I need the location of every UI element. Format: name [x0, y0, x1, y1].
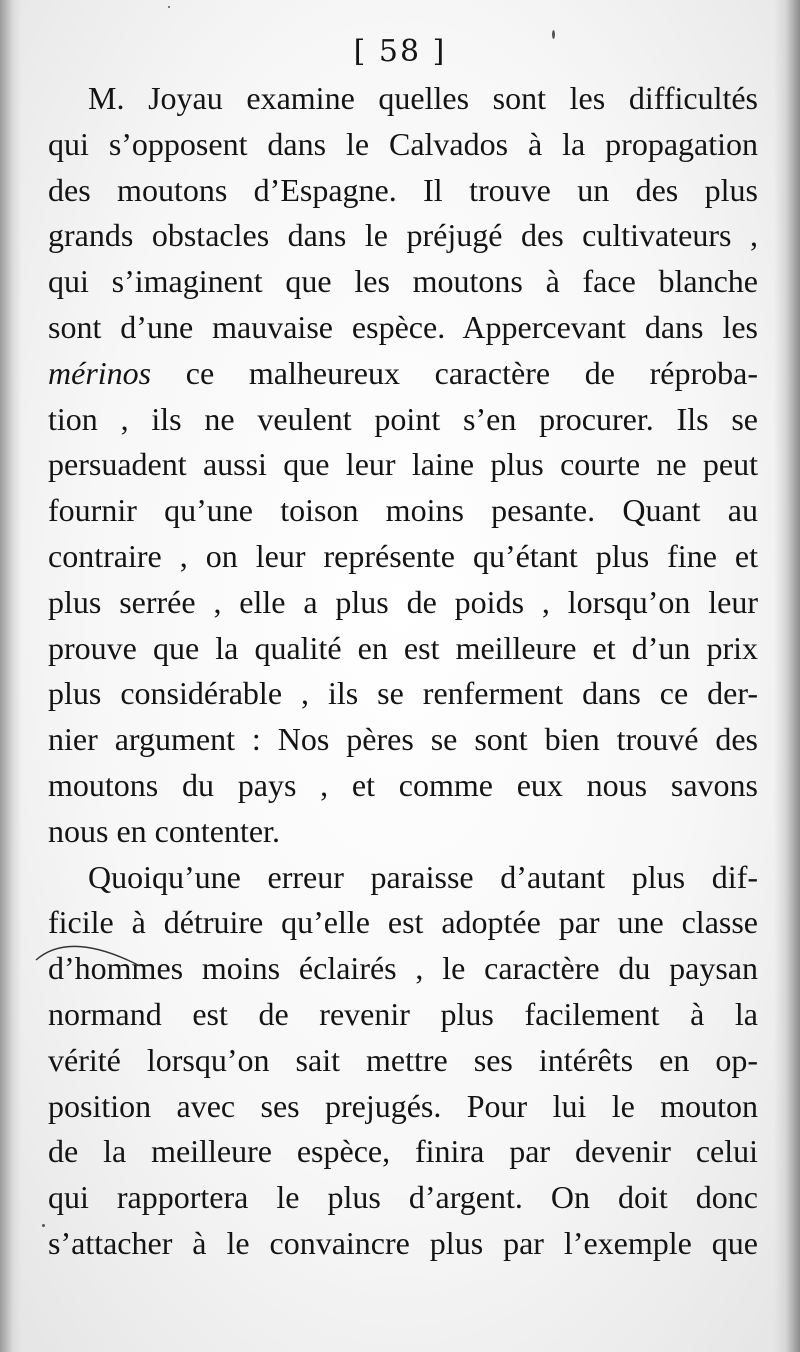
text-line: plus serrée , elle a plus de poids , lorsqu’on leur — [48, 583, 758, 620]
text-line: Quoiqu’une erreur paraisse d’autant plus dif- — [88, 858, 758, 895]
paragraph-2 — [48, 855, 758, 1267]
text-line: normand est de revenir plus facilement à la — [48, 995, 758, 1032]
ink-speck — [42, 1224, 45, 1227]
text-line: plus considérable , ils se renferment dans ce der- — [48, 675, 758, 712]
italic-word: mérinos — [48, 354, 152, 391]
text-line: fournir qu’une toison moins pesante. Quant au — [48, 492, 758, 529]
text-line: qui s’imaginent que les moutons à face blanche — [48, 263, 758, 300]
text-line: vérité lorsqu’on sait mettre ses intérêts en op- — [48, 1041, 758, 1078]
text-line: d’hommes moins éclairés , le caractère du paysan — [48, 950, 758, 987]
text-line: moutons du pays , et comme eux nous savons — [48, 766, 758, 803]
text-line: prouve que la qualité en est meilleure et d’un prix — [48, 629, 758, 666]
ink-speck — [552, 30, 555, 39]
paragraph-1 — [48, 76, 758, 855]
text-line: M. Joyau examine quelles sont les difficultés — [88, 80, 758, 116]
text-line-rest: ce malheureux caractère de réproba- — [185, 354, 758, 391]
text-line: s’attacher à le convaincre plus par l’exemple que — [48, 1224, 758, 1261]
text-line: nier argument : Nos pères se sont bien trouvé des — [48, 721, 758, 758]
text-line — [48, 351, 758, 397]
text-line: tion , ils ne veulent point s’en procurer. Ils se — [48, 400, 758, 437]
text-line: contraire , on leur représente qu’étant plus fine et — [48, 537, 758, 574]
page-number: [ 58 ] — [353, 34, 447, 69]
ink-speck — [168, 6, 170, 8]
text-line: qui rapportera le plus d’argent. On doit donc — [48, 1179, 758, 1216]
text-line: sont d’une mauvaise espèce. Appercevant dans les — [48, 308, 758, 345]
body-text — [48, 76, 758, 1267]
text-line: qui s’opposent dans le Calvados à la propagation — [48, 125, 758, 162]
text-line: position avec ses prejugés. Pour lui le mouton — [48, 1087, 758, 1124]
text-line: des moutons d’Espagne. Il trouve un des plus — [48, 171, 758, 208]
text-line: ficile à détruire qu’elle est adoptée par une classe — [48, 904, 758, 941]
page-left-edge-shadow — [0, 0, 22, 1352]
text-line: de la meilleure espèce, finira par devenir celui — [48, 1133, 758, 1170]
text-line: grands obstacles dans le préjugé des cultivateurs , — [48, 217, 758, 254]
text-line: persuadent aussi que leur laine plus courte ne peut — [48, 446, 758, 483]
page-right-edge-shadow — [774, 0, 800, 1352]
text-line: nous en contenter. — [48, 812, 280, 849]
